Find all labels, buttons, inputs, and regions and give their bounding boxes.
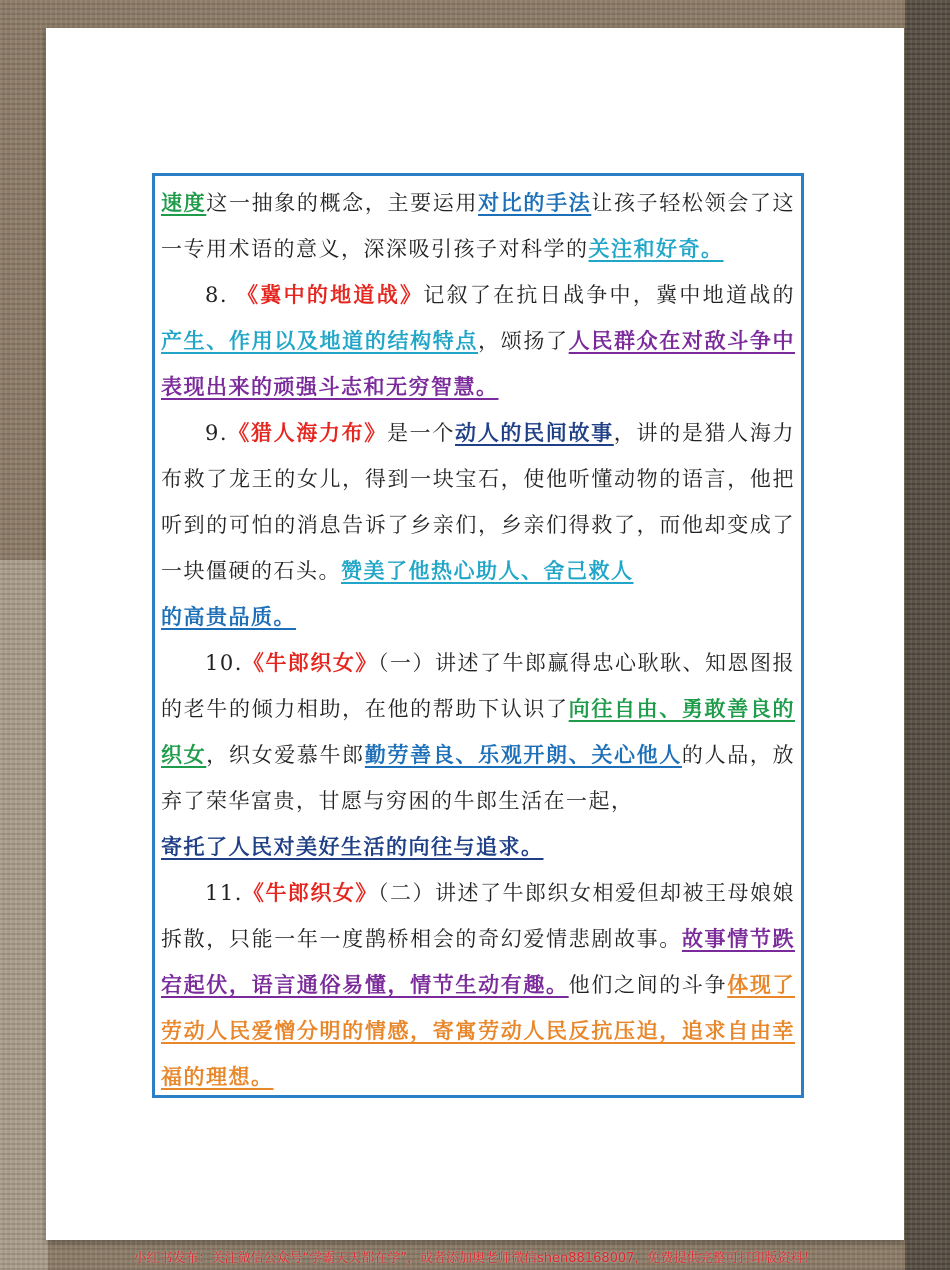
notes-frame [152,173,804,1098]
text: 记叙了在抗日战争中，冀中地道战的 [423,283,796,307]
item-title: 《冀中的地道战》 [237,282,424,307]
keyword: 勤劳善良、乐观开朗、关心他人 [364,742,682,767]
item-number: 11. [205,881,243,905]
keyword: 赞美了他热心助人、舍己救人 [341,558,634,583]
keyword: 向往自由、勇敢善良的织女 [161,696,796,767]
text: 是一个 [386,421,456,445]
keyword: 产生、作用以及地道的结构特点 [161,328,479,353]
keyword-curiosity: 关注和好奇。 [588,236,724,261]
paragraph-8 [161,272,795,410]
item-number: 10. [205,651,243,675]
keyword: 人民群众在对敌斗争中表现出来的顽强斗志和无穷智慧。 [161,328,796,399]
paragraph-9 [161,410,795,640]
item-title: 《牛郎织女》 [242,650,378,675]
paragraph-10 [161,640,795,870]
text: 让孩子轻松领会了这一专用术语的意义，深深吸引孩子对科学的 [161,191,796,261]
text: （二）讲述了牛郎织女相爱但却被王母娘娘拆散，只能一年一度鹊桥相会的奇幻爱情悲剧故事。 [161,881,796,951]
keyword: 寄托了人民对美好生活的向往与追求。 [161,834,544,859]
text: 的人品，放弃了荣华富贵，甘愿与穷困的牛郎生活在一起， [161,743,796,813]
paragraph-11 [161,870,795,1100]
footer-watermark-text: 小红书发布：关注微信公众号“学霸天天都在学”，或者添加奥老师微信shen88168007，免费提供完整可打印版资料！ [133,1251,817,1266]
item-title: 《猎人海力布》 [228,420,387,445]
item-number: 8. [205,283,229,307]
text: 这一抽象的概念，主要运用 [206,191,479,215]
fabric-background-right [905,0,950,1270]
keyword: 的高贵品质。 [161,604,296,629]
text: ，织女爱慕牛郎 [206,743,365,767]
keyword-speed: 速度 [161,190,207,215]
paragraph-7-tail [161,180,795,272]
fabric-background-left [0,560,48,1270]
keyword: 故事情节跌宕起伏，语言通俗易懂，情节生动有趣。 [161,926,795,997]
keyword-contrast: 对比的手法 [478,190,592,215]
item-number: 9. [205,421,229,445]
keyword: 体现了劳动人民爱憎分明的情感，寄寓劳动人民反抗压迫，追求自由幸福的理想。 [161,972,796,1089]
item-title: 《牛郎织女》 [242,880,378,905]
text: ，颂扬了 [478,329,569,353]
keyword: 动人的民间故事 [455,420,614,445]
text: ，讲的是猎人海力布救了龙王的女儿，得到一块宝石，使他听懂动物的语言，他把听到的可怕的消息告诉了乡亲们，乡亲们得救了，而他却变成了一块僵硬的石头。 [161,421,796,583]
text: 他们之间的斗争 [568,973,728,997]
text: （一）讲述了牛郎赢得忠心耿耿、知恩图报的老牛的倾力相助，在他的帮助下认识了 [161,651,796,721]
